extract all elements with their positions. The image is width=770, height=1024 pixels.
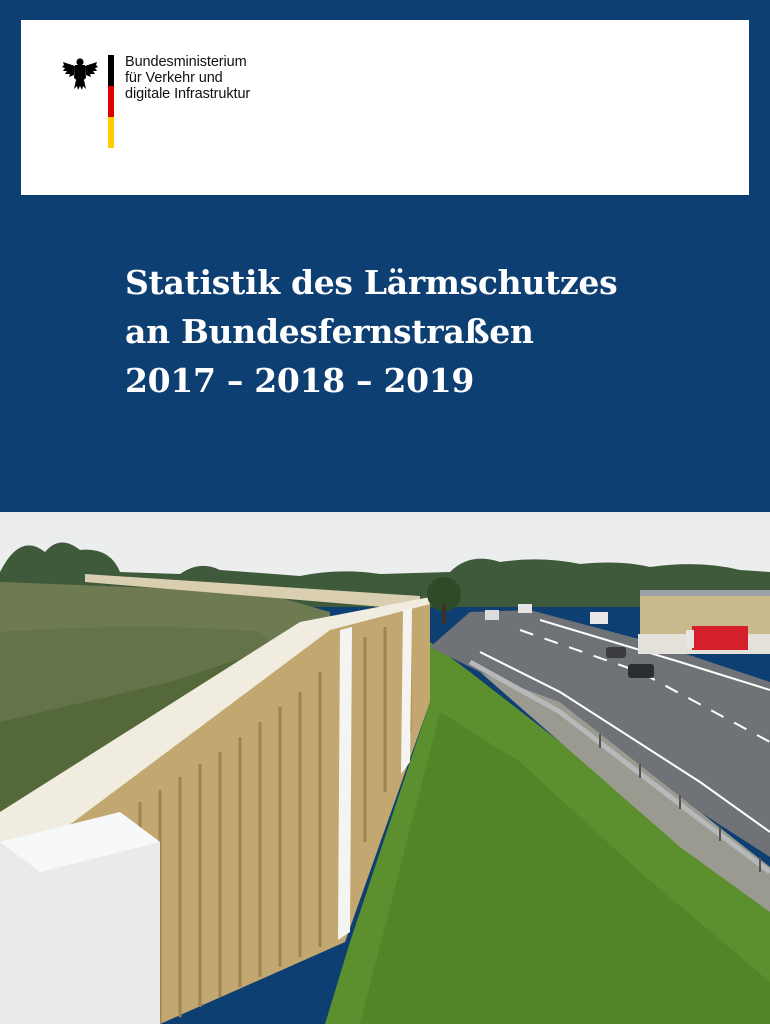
title-years: 2017 – 2018 – 2019 [125, 361, 475, 400]
document-title [125, 258, 617, 405]
ministry-name [125, 54, 250, 102]
noise-barrier-along-motorway-image [0, 512, 770, 1024]
title-line: an Bundesfernstraßen [125, 312, 534, 351]
flag-stripe-gold [108, 117, 114, 148]
flag-stripe-red [108, 86, 114, 117]
ministry-logo-box [21, 20, 749, 195]
ministry-name-line: digitale Infrastruktur [125, 86, 251, 102]
ministry-name-line: Bundesministerium [125, 54, 247, 70]
title-line: Statistik des Lärmschutzes [125, 263, 618, 302]
flag-stripe-black [108, 55, 114, 86]
federal-eagle-icon [61, 56, 99, 92]
german-flag-bar [108, 55, 114, 148]
ministry-name-line: für Verkehr und [125, 70, 223, 86]
